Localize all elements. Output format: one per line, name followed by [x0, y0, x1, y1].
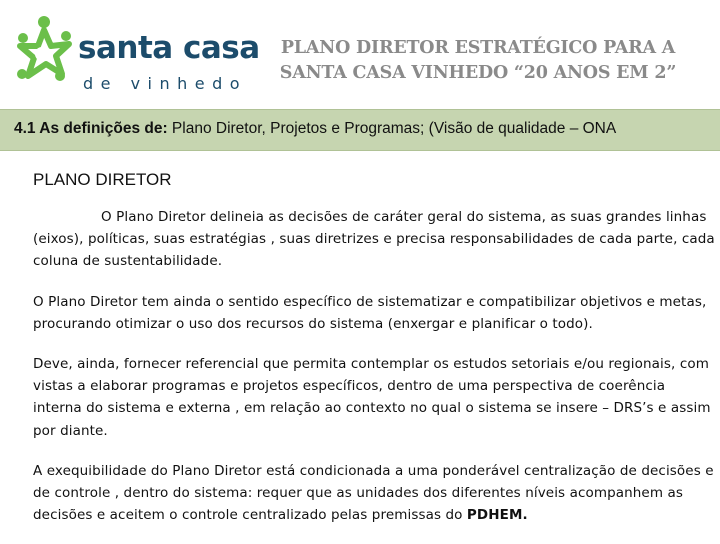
paragraph-1-text: O Plano Diretor delineia as decisões de caráter geral do sistema, as suas grandes linhas (eixos), políticas, suas estratégias , suas diretrizes e precisa responsabilidades de cada parte, cada coluna de sustentabilidade.	[33, 209, 715, 270]
plan-title	[258, 36, 698, 86]
paragraph-1	[33, 206, 717, 273]
section-heading	[14, 120, 616, 138]
logo-subtitle: de vinhedo	[83, 74, 248, 93]
plan-title-line-1: PLANO DIRETOR ESTRATÉGICO PARA A	[280, 38, 676, 58]
logo-name: santa casa	[78, 30, 260, 66]
paragraph-3: Deve, ainda, fornecer referencial que permita contemplar os estudos setoriais e/ou regionais, com vistas a elaborar programas e projetos específicos, dentro de uma perspectiva de coerência interna do sistema e externa , em relação ao contexto no qual o sistema se insere – DRS’s e assim por diante.	[33, 356, 711, 439]
section-heading-band	[0, 109, 720, 151]
document-body	[33, 170, 717, 544]
section-heading-rest: Plano Diretor, Projetos e Programas; (Visão de qualidade – ONA	[167, 120, 617, 137]
santa-casa-logo	[14, 14, 260, 94]
star-people-icon	[14, 14, 84, 94]
paragraph-2: O Plano Diretor tem ainda o sentido específico de sistematizar e compatibilizar objetivos e metas, procurando otimizar o uso dos recursos do sistema (enxergar e planificar o todo).	[33, 293, 707, 332]
plan-title-line-2: SANTA CASA VINHEDO “20 ANOS EM 2”	[279, 63, 677, 83]
header	[0, 0, 720, 100]
paragraph-4-bold: PDHEM.	[466, 507, 528, 524]
section-heading-prefix: 4.1 As definições de:	[14, 120, 168, 137]
paragraph-4	[33, 460, 717, 527]
paragraph-4-text: A exequibilidade do Plano Diretor está condicionada a uma ponderável centralização de decisões e de controle , dentro do sistema: requer que as unidades dos diferentes níveis acompanhem as decisões e aceitem o controle centralizado pelas premissas do	[33, 462, 714, 524]
section-title: PLANO DIRETOR	[33, 170, 172, 189]
